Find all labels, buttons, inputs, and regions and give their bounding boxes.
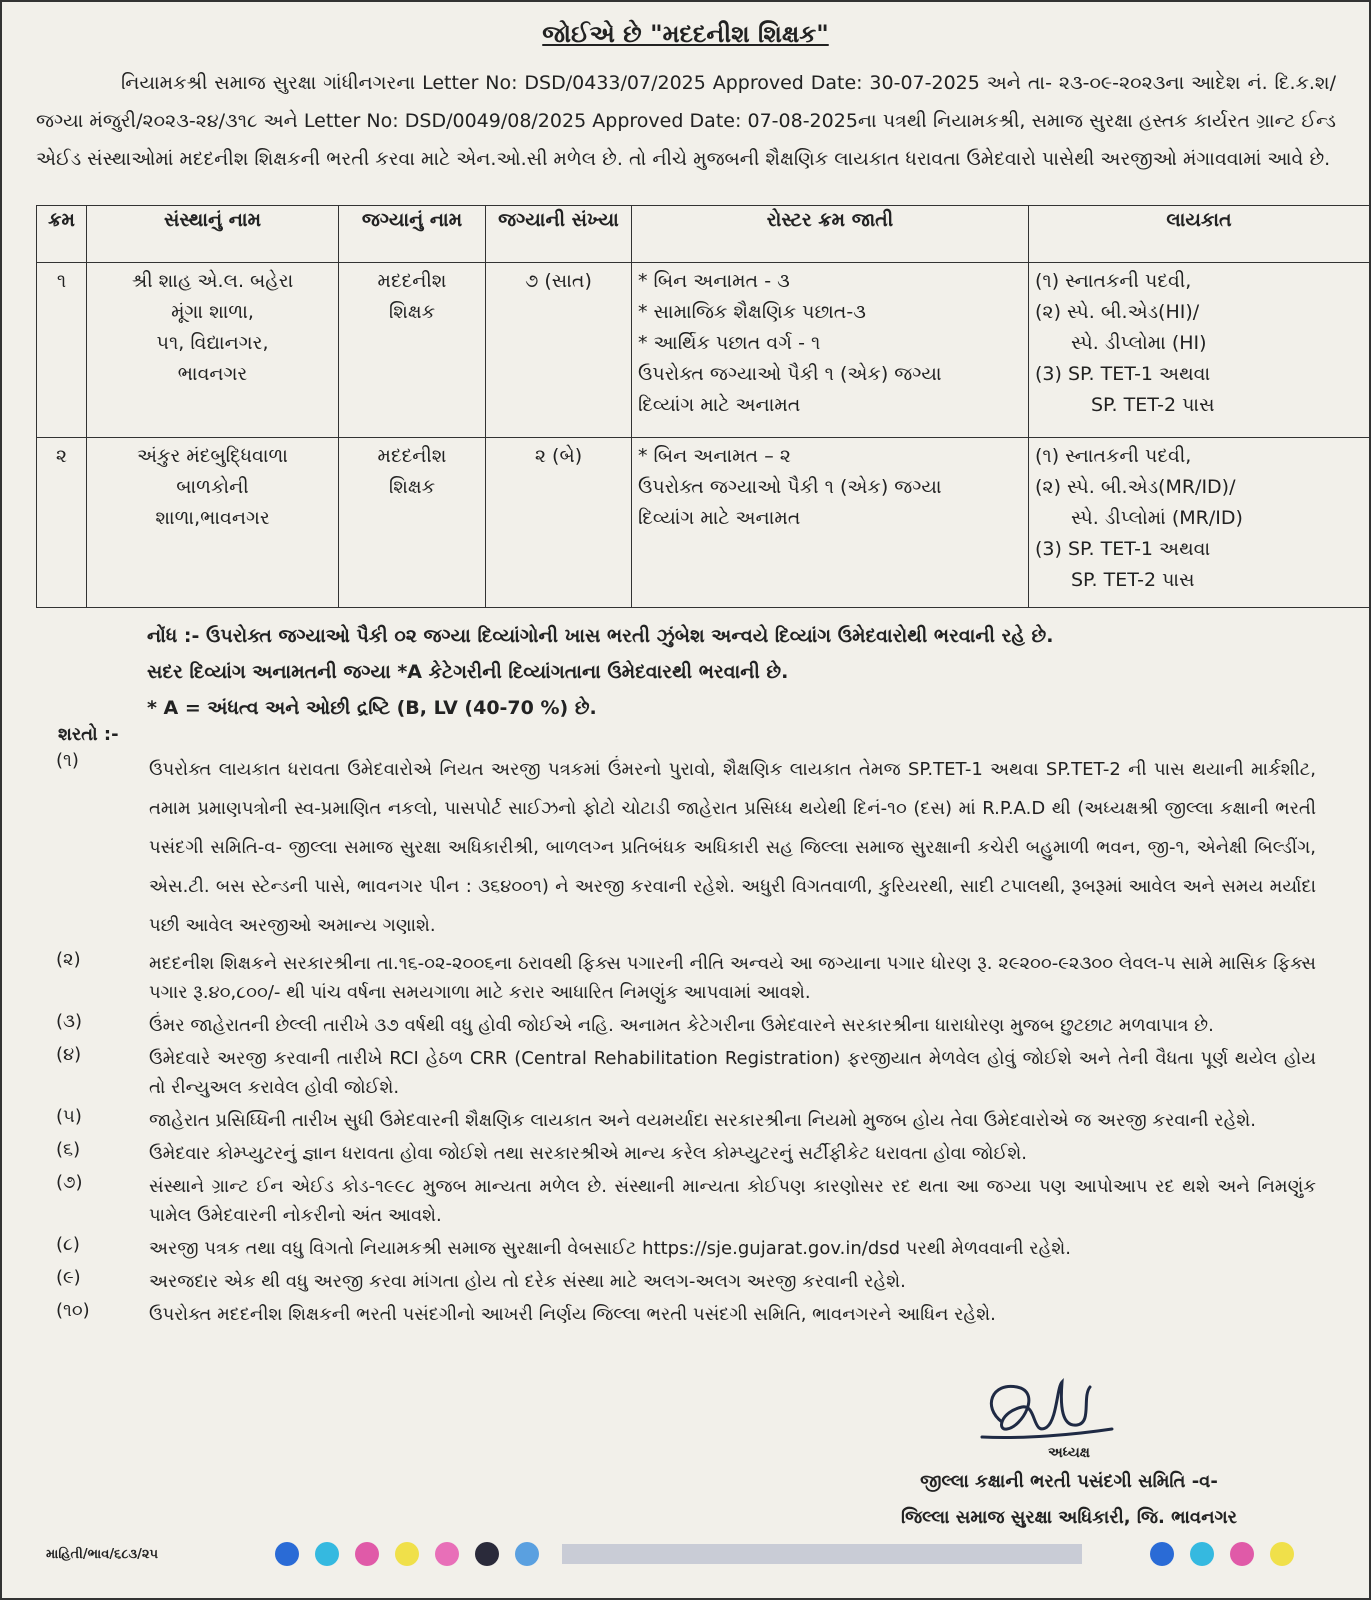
list-item: (૩) ઉંમર જાહેરાતની છેલ્લી તારીખે ૩૭ વર્ષથી વધુ હોવી જોઈએ નહિ. અનામત કેટેગરીના ઉમેદવારને સરકારશ્રીના ધારાધોરણ મુજબ છુટછાટ મળવાપાત્ર છે. xyxy=(56,1011,1214,1036)
row-no: ૨ xyxy=(37,438,87,608)
table-header-row xyxy=(37,206,1370,263)
intro-paragraph: નિયામકશ્રી સમાજ સુરક્ષા ગાંધીનગરના Letter No: DSD/0433/07/2025 Approved Date: 30-07-2025 અને તા- ૨૩-૦૯-૨૦૨૩ના આદેશ નં. દિ.ક.શ/જગ્યા મંજુરી/૨૦૨૩-૨૪/૩૧૮ અને Letter No: DSD/0049/08/2025 Approved Date: 07-08-2025ના પત્રથી નિયામકશ્રી, સમાજ સુરક્ષા હસ્તક કાર્યરત ગ્રાન્ટ ઈન્ડ એઈડ સંસ્થાઓમાં મદદનીશ શિક્ષકની ભરતી કરવા માટે એન.ઓ.સી મળેલ છે. તો નીચે મુજબની શૈક્ષણિક લાયકાત ધરાવતા ઉમેદવારો પાસેથી અરજીઓ મંગાવવામાં આવે છે. xyxy=(36,72,1336,170)
table-row xyxy=(37,263,1370,438)
header-institute: સંસ્થાનું નામ xyxy=(87,206,339,263)
print-registration-dots-icon xyxy=(262,1534,1362,1574)
row-count: ૭ (સાત) xyxy=(486,263,632,438)
officer-block xyxy=(849,1442,1289,1536)
list-item: (૪) ઉમેદવારે અરજી કરવાની તારીખે RCI હેઠળ CRR (Central Rehabilitation Registration) ફરજીયાત મેળવેલ હોવું જોઈશે અને તેની વૈધતા પૂર્ણ થયેલ હોય તો રીન્યુઅલ કરાવેલ હોવી જોઈશે. xyxy=(56,1044,1316,1098)
conditions-heading: શરતો :- xyxy=(58,724,119,745)
list-item: (૫) જાહેરાત પ્રસિધ્ધિની તારીખ સુધી ઉમેદવારની શૈક્ષણિક લાયકાત અને વયમર્યાદા સરકારશ્રીના નિયમો મુજબ હોય તેવા ઉમેદવારોએ જ અરજી કરવાની રહેશે. xyxy=(56,1106,1257,1131)
list-item: (૧૦) ઉપરોક્ત મદદનીશ શિક્ષકની ભરતી પસંદગીનો આખરી નિર્ણય જિલ્લા ભરતી પસંદગી સમિતિ, ભાવનગરને આધિન રહેશે. xyxy=(56,1300,996,1325)
row-institute: અંકુર મંદબુદ્ધિવાળા બાળકોની શાળા,ભાવનગર xyxy=(87,438,339,608)
header-roster: રોસ્ટર ક્રમ જાતી xyxy=(632,206,1029,263)
conditions-list xyxy=(56,750,1316,1333)
row-post: મદદનીશ શિક્ષક xyxy=(339,263,486,438)
list-item: (૬) ઉમેદવાર કોમ્પ્યુટરનું જ્ઞાન ધરાવતા હોવા જોઈશે તથા સરકારશ્રીએ માન્ય કરેલ કોમ્પ્યુટરનું સર્ટીફીકેટ ધરાવતા હોવા જોઈશે. xyxy=(56,1139,1027,1164)
note-line: સદર દિવ્યાંગ અનામતની જગ્યા *A કેટેગરીની દિવ્યાંગતાના ઉમેદવારથી ભરવાની છે. xyxy=(147,661,789,683)
list-item: (૨) મદદનીશ શિક્ષકને સરકારશ્રીના તા.૧૬-૦૨-૨૦૦૬ના ઠરાવથી ફિક્સ પગારની નીતિ અન્વયે આ જગ્યાના પગાર ધોરણ રૂ. ૨૯૨૦૦-૯૨૩૦૦ લેવલ-૫ સામે માસિક ફિક્સ પગાર રૂ.૪૦,૮૦૦/- થી પાંચ વર્ષના સમયગાળા માટે કરાર આધારિત નિમણુંક આપવામાં આવશે. xyxy=(56,949,1316,1003)
page-title: જોઈએ છે "મદદનીશ શિક્ષક" xyxy=(542,20,829,48)
row-count: ૨ (બે) xyxy=(486,438,632,608)
row-no: ૧ xyxy=(37,263,87,438)
officer-line: જીલ્લા કક્ષાની ભરતી પસંદગી સમિતિ -વ- xyxy=(920,1471,1218,1492)
officer-title: અધ્યક્ષ xyxy=(1048,1445,1090,1461)
row-institute: શ્રી શાહ એ.લ. બહેરા મૂંગા શાળા, ૫૧, વિદ્યાનગર, ભાવનગર xyxy=(87,263,339,438)
reference-number: માહિતી/ભાવ/૬૮૩/૨૫ xyxy=(46,1547,159,1562)
list-item: (૧) ઉપરોક્ત લાયકાત ધરાવતા ઉમેદવારોએ નિયત અરજી પત્રકમાં ઉંમરનો પુરાવો, શૈક્ષણિક લાયકાત તેમજ SP.TET-1 અથવા SP.TET-2 ની પાસ થયાની માર્કશીટ, તમામ પ્રમાણપત્રોની સ્વ-પ્રમાણિત નકલો, પાસપોર્ટ સાઈઝનો ફોટો ચોટાડી જાહેરાત પ્રસિધ્ધ થયેથી દિનં-૧૦ (દસ) માં R.P.A.D થી (અધ્યક્ષશ્રી જીલ્લા કક્ષાની ભરતી પસંદગી સમિતિ-વ- જીલ્લા સમાજ સુરક્ષા અધિકારીશ્રી, બાળલગ્ન પ્રતિબંધક અધિકારી સહ જિલ્લા સમાજ સુરક્ષાની કચેરી બહુમાળી ભવન, જી-૧, એનેક્ષી બિલ્ડીંગ, એસ.ટી. બસ સ્ટેન્ડની પાસે, ભાવનગર પીન : ૩૬૪૦૦૧) ને અરજી કરવાની રહેશે. અધુરી વિગતવાળી, કુરિયરથી, સાદી ટપાલથી, રૂબરૂમાં આવેલ અને સમય મર્યાદા પછી આવેલ અરજીઓ અમાન્ય ગણાશે. xyxy=(56,750,1316,936)
row-roster: * બિન અનામત – ૨ ઉપરોક્ત જગ્યાઓ પૈકી ૧ (એક) જગ્યા દિવ્યાંગ માટે અનામત xyxy=(632,438,1029,608)
vacancy-table xyxy=(36,205,1370,608)
row-post: મદદનીશ શિક્ષક xyxy=(339,438,486,608)
table-row xyxy=(37,438,1370,608)
header-qualification: લાયકાત xyxy=(1029,206,1370,263)
list-item: (૭) સંસ્થાને ગ્રાન્ટ ઈન એઈડ કોડ-૧૯૯૮ મુજબ માન્યતા મળેલ છે. સંસ્થાની માન્યતા કોઈપણ કારણોસર રદ થતા આ જગ્યા પણ આપોઆપ રદ થશે અને નિમણુંક પામેલ ઉમેદવારની નોકરીનો અંત આવશે. xyxy=(56,1172,1316,1226)
note-block xyxy=(147,618,1347,726)
row-roster: * બિન અનામત - ૩ * સામાજિક શૈક્ષણિક પછાત-૩ * આર્થિક પછાત વર્ગ - ૧ ઉપરોક્ત જગ્યાઓ પૈકી ૧ (એક) જગ્યા દિવ્યાંગ માટે અનામત xyxy=(632,263,1029,438)
header-count: જગ્યાની સંખ્યા xyxy=(486,206,632,263)
header-no: ક્રમ xyxy=(37,206,87,263)
row-qualification: (૧) સ્નાતકની પદવી, (૨) સ્પે. બી.એડ(MR/ID)/ સ્પે. ડીપ્લોમાં (MR/ID) (3) SP. TET-1 અથવા SP. TET-2 પાસ xyxy=(1029,438,1370,608)
list-item: (૮) અરજી પત્રક તથા વધુ વિગતો નિયામકશ્રી સમાજ સુરક્ષાની વેબસાઈટ https://sje.gujarat.gov.in/dsd પરથી મેળવવાની રહેશે. xyxy=(56,1234,1072,1259)
note-line: નોંધ :- ઉપરોક્ત જગ્યાઓ પૈકી ૦૨ જગ્યા દિવ્યાંગોની ખાસ ભરતી ઝુંબેશ અન્વયે દિવ્યાંગ ઉમેદવારોથી ભરવાની રહે છે. xyxy=(147,625,1054,647)
officer-line: જિલ્લા સમાજ સુરક્ષા અધિકારી, જિ. ભાવનગર xyxy=(901,1507,1237,1528)
row-qualification: (૧) સ્નાતકની પદવી, (૨) સ્પે. બી.એડ(HI)/ સ્પે. ડીપ્લોમા (HI) (3) SP. TET-1 અથવા SP. TET-2 પાસ xyxy=(1029,263,1370,438)
note-line: * A = અંધત્વ અને ઓછી દ્રષ્ટિ (B, LV (40-70 %) છે. xyxy=(147,697,597,719)
list-item: (૯) અરજદાર એક થી વધુ અરજી કરવા માંગતા હોય તો દરેક સંસ્થા માટે અલગ-અલગ અરજી કરવાની રહેશે. xyxy=(56,1267,906,1292)
header-post: જગ્યાનું નામ xyxy=(339,206,486,263)
